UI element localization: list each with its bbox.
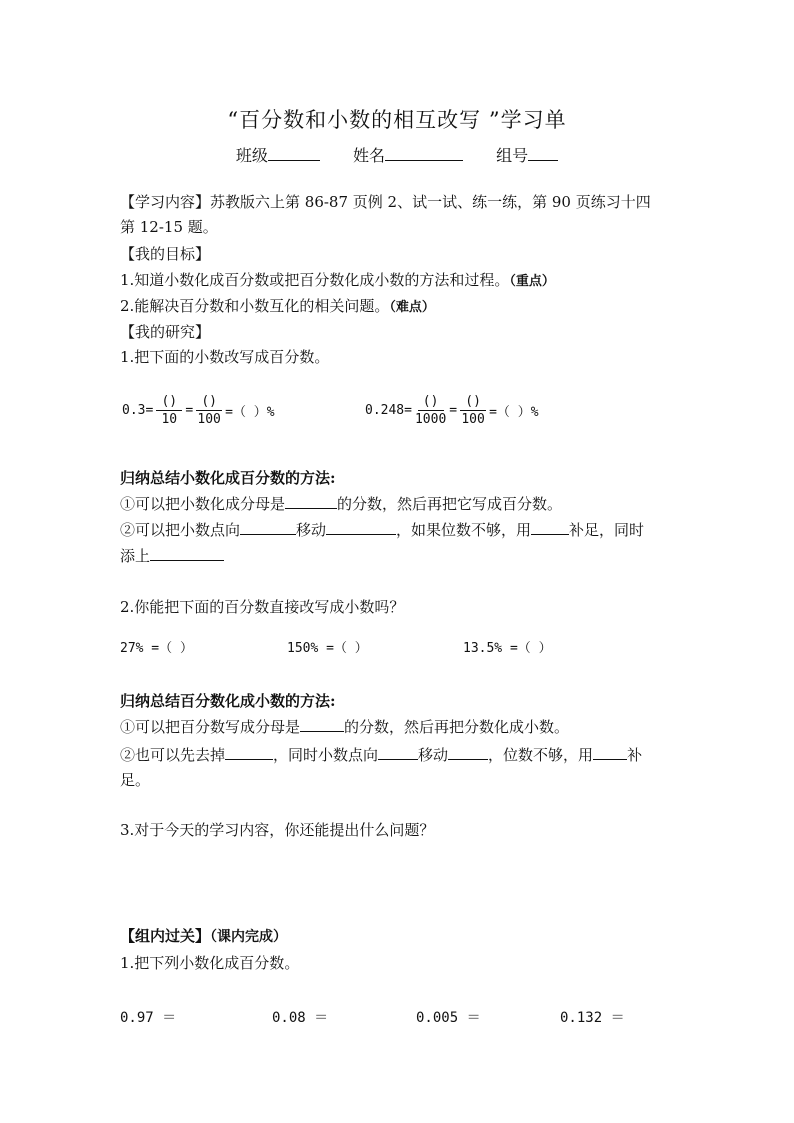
group-heading [120, 926, 287, 947]
expr1-tail[interactable]: =（ ）% [225, 405, 275, 420]
answer-blank[interactable] [300, 717, 344, 732]
summary-2-b-text: 补 [627, 746, 643, 764]
fraction-denominator: 10 [161, 412, 178, 427]
g1-item[interactable]: 0.005 ＝ [416, 1010, 481, 1026]
goal-1-tag: （重点） [509, 274, 555, 289]
fraction [415, 393, 446, 428]
summary-2-b [120, 745, 642, 765]
content-line-2: 第 12-15 题。 [120, 218, 218, 236]
question-3: 3.对于今天的学习内容，你还能提出什么问题？ [120, 821, 435, 839]
answer-blank[interactable] [225, 745, 273, 760]
summary-1-heading: 归纳总结小数化成百分数的方法: [120, 469, 336, 487]
summary-1-c [120, 546, 224, 566]
answer-blank[interactable] [593, 745, 627, 760]
expr2-lead: 0.248= [365, 403, 412, 418]
fraction [156, 393, 182, 428]
summary-1-c-text: 添上 [120, 547, 151, 565]
equals-sign: = [185, 403, 194, 418]
group-heading-note: （课内完成） [210, 929, 288, 945]
summary-2-a [120, 717, 569, 737]
answer-blank[interactable] [150, 546, 224, 561]
fraction-denominator: 1000 [414, 412, 447, 427]
fraction-numerator[interactable]: () [460, 393, 486, 411]
expr2-tail[interactable]: =（ ）% [489, 405, 539, 420]
expression-2 [363, 393, 541, 428]
answer-blank[interactable] [378, 745, 418, 760]
group-blank[interactable] [528, 145, 558, 161]
goal-1 [120, 270, 555, 292]
g1-item[interactable]: 0.08 ＝ [272, 1010, 329, 1026]
group-heading-title: 【组内过关】 [120, 927, 211, 945]
fraction-numerator[interactable]: () [156, 393, 182, 411]
expression-1 [120, 393, 277, 428]
summary-1-b-text: ，如果位数不够，用 [396, 521, 532, 539]
student-info-row [0, 143, 794, 166]
fraction [196, 393, 222, 428]
fraction-numerator[interactable]: () [196, 393, 222, 411]
expr1-lead: 0.3= [122, 403, 154, 418]
summary-2-heading: 归纳总结百分数化成小数的方法: [120, 692, 336, 710]
summary-2-b-text: ，位数不够，用 [488, 746, 594, 764]
name-blank[interactable] [385, 145, 463, 161]
goal-2-tag: （难点） [389, 300, 435, 315]
summary-2-b-text: 移动 [418, 746, 449, 764]
g1-item[interactable]: 0.97 ＝ [120, 1010, 177, 1026]
summary-1-b-text: ②可以把小数点向 [120, 521, 241, 539]
answer-blank[interactable] [240, 520, 296, 535]
fraction-denominator: 100 [461, 412, 485, 427]
answer-blank[interactable] [326, 520, 396, 535]
page-title: “百分数和小数的相互改写 ”学习单 [227, 108, 567, 132]
content-line-1: 【学习内容】苏教版六上第 86-87 页例 2、试一试、练一练，第 90 页练习十四 [120, 193, 651, 211]
summary-1-b-text: 补足，同时 [569, 521, 645, 539]
summary-1-b-text: 移动 [296, 521, 327, 539]
research-heading: 【我的研究】 [120, 323, 211, 341]
summary-2-b-text: ，同时小数点向 [273, 746, 379, 764]
goal-2 [120, 296, 435, 318]
summary-1-b [120, 520, 644, 540]
fraction-numerator[interactable]: () [418, 393, 444, 411]
goal-1-text: 1.知道小数化成百分数或把百分数化成小数的方法和过程。 [120, 271, 510, 289]
q2-item[interactable]: 27% =（ ） [120, 641, 193, 656]
fraction [460, 393, 486, 428]
summary-1-a [120, 494, 562, 514]
summary-2-a-text: ①可以把百分数写成分母是 [120, 718, 301, 736]
summary-2-b-text: ②也可以先去掉 [120, 746, 226, 764]
question-2: 2.你能把下面的百分数直接改写成小数吗？ [120, 598, 405, 616]
goal-2-text: 2.能解决百分数和小数互化的相关问题。 [120, 297, 390, 315]
answer-blank[interactable] [531, 520, 569, 535]
question-1: 1.把下面的小数改写成百分数。 [120, 348, 330, 366]
summary-2-c: 足。 [120, 771, 151, 789]
class-blank[interactable] [268, 145, 320, 161]
q2-item[interactable]: 13.5% =（ ） [463, 641, 552, 656]
summary-1-a-text: 的分数，然后再把它写成百分数。 [337, 495, 563, 513]
class-label: 班级 [235, 146, 268, 165]
goal-heading: 【我的目标】 [120, 245, 211, 263]
summary-2-a-text: 的分数，然后再把分数化成小数。 [344, 718, 570, 736]
equals-sign: = [449, 403, 458, 418]
group-label: 组号 [496, 146, 529, 165]
answer-blank[interactable] [448, 745, 488, 760]
group-question-1: 1.把下列小数化成百分数。 [120, 954, 300, 972]
name-label: 姓名 [352, 146, 385, 165]
q2-item[interactable]: 150% =（ ） [287, 641, 368, 656]
g1-item[interactable]: 0.132 ＝ [560, 1010, 625, 1026]
answer-blank[interactable] [285, 494, 337, 509]
summary-1-a-text: ①可以把小数化成分母是 [120, 495, 286, 513]
fraction-denominator: 100 [197, 412, 221, 427]
